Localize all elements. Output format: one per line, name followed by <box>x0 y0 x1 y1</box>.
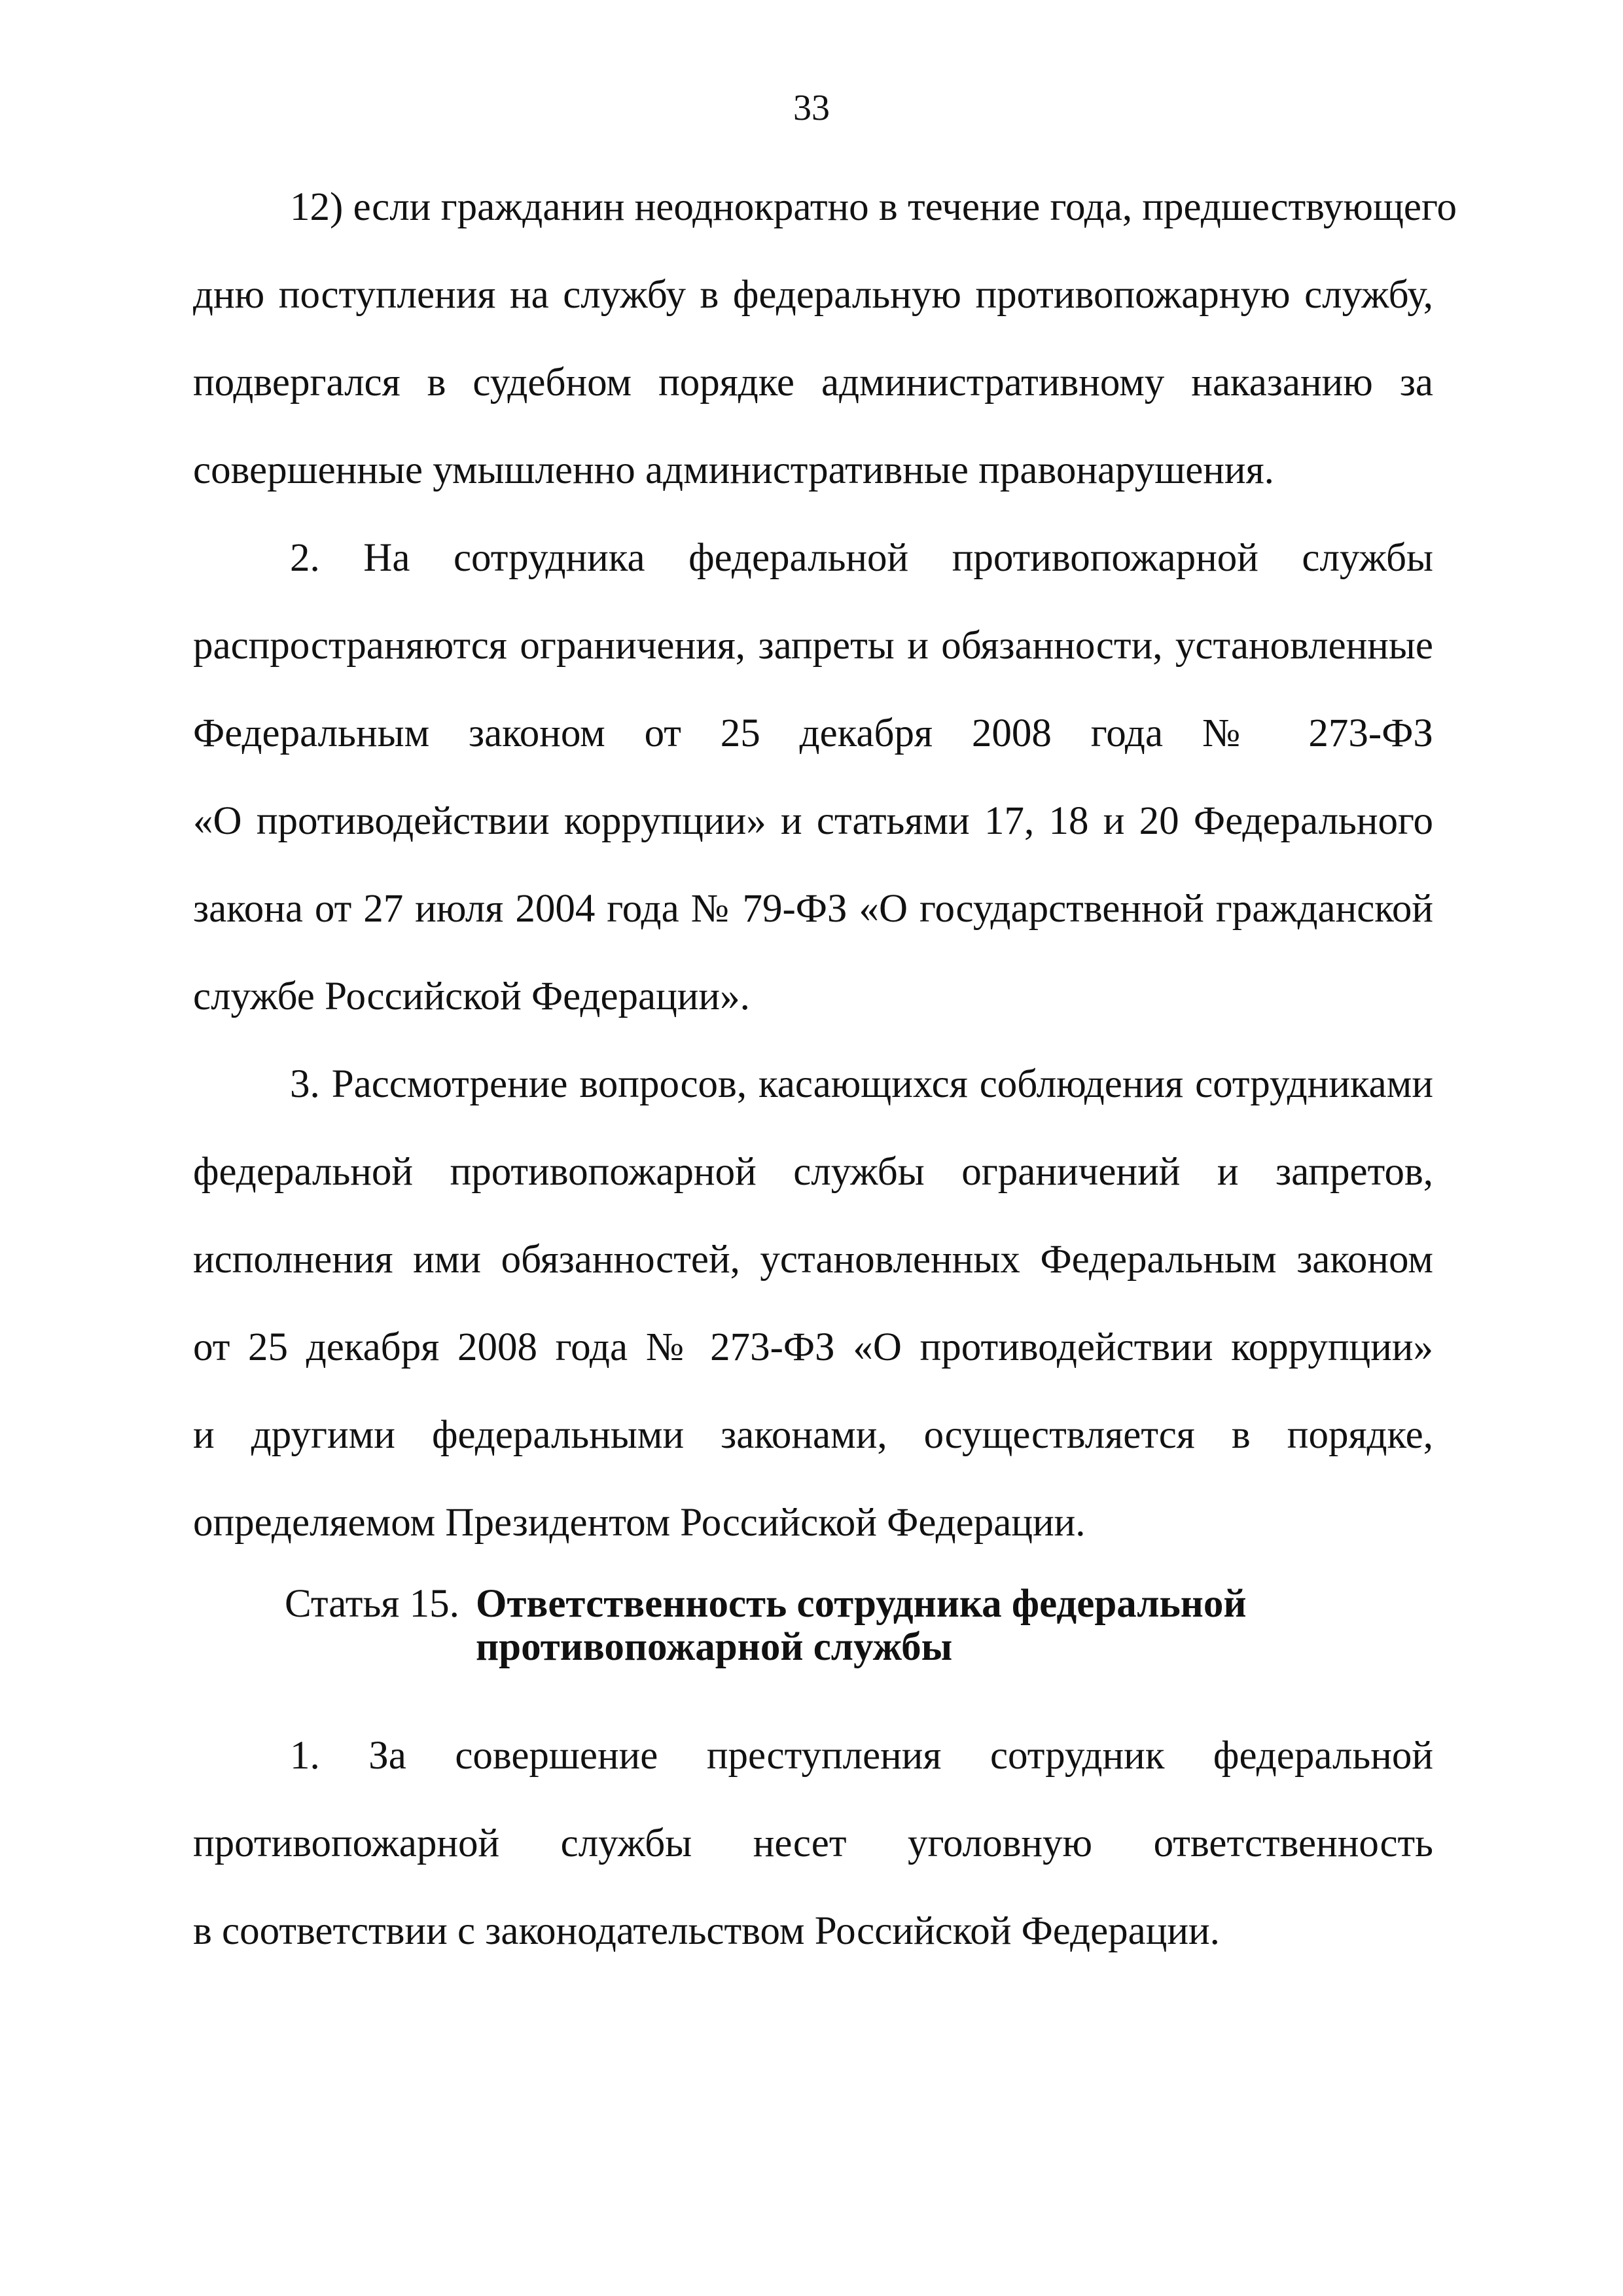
text-line: 12) если гражданин неоднократно в течение года, предшествующего <box>290 185 1457 229</box>
page-number: 33 <box>793 88 830 128</box>
text-line: 1. За совершение преступления сотрудник федеральной <box>290 1734 1433 1778</box>
paragraph-3 <box>193 1041 1433 1567</box>
text-line: исполнения ими обязанностей, установленных Федеральным законом <box>193 1238 1433 1282</box>
text-line: дню поступления на службу в федеральную противопожарную службу, <box>193 273 1433 317</box>
text-line: противопожарной службы несет уголовную ответственность <box>193 1821 1433 1865</box>
text-line: федеральной противопожарной службы ограничений и запретов, <box>193 1150 1433 1194</box>
text-line: подвергался в судебном порядке административному наказанию за <box>193 361 1433 404</box>
text-line: закона от 27 июля 2004 года № 79-ФЗ «О государственной гражданской <box>193 887 1433 931</box>
text-line: совершенные умышленно административные правонарушения. <box>193 448 1274 492</box>
article-title-line: Ответственность сотрудника федеральной <box>476 1582 1247 1626</box>
text-line: определяемом Президентом Российской Федерации. <box>193 1501 1086 1545</box>
text-line: «О противодействии коррупции» и статьями 17, 18 и 20 Федерального <box>193 799 1433 843</box>
text-line: от 25 декабря 2008 года № 273-ФЗ «О противодействии коррупции» <box>193 1325 1433 1369</box>
text-line: распространяются ограничения, запреты и обязанности, установленные <box>193 624 1433 668</box>
text-line: 3. Рассмотрение вопросов, касающихся соблюдения сотрудниками <box>290 1062 1433 1106</box>
paragraph-item-12 <box>193 164 1457 514</box>
paragraph-2 <box>193 514 1433 1041</box>
text-line: в соответствии с законодательством Российской Федерации. <box>193 1909 1220 1953</box>
article-number: Статья 15. <box>285 1582 459 1626</box>
text-line: 2. На сотрудника федеральной противопожарной службы <box>290 536 1433 580</box>
paragraph-article-15-1 <box>193 1712 1433 1975</box>
text-line: Федеральным законом от 25 декабря 2008 года № 273-ФЗ <box>193 711 1433 755</box>
article-title <box>476 1583 1261 1669</box>
text-line: службе Российской Федерации». <box>193 975 750 1018</box>
text-line: и другими федеральными законами, осуществляется в порядке, <box>193 1413 1433 1457</box>
article-heading <box>285 1583 1332 1669</box>
article-title-line: противопожарной службы <box>476 1625 953 1669</box>
